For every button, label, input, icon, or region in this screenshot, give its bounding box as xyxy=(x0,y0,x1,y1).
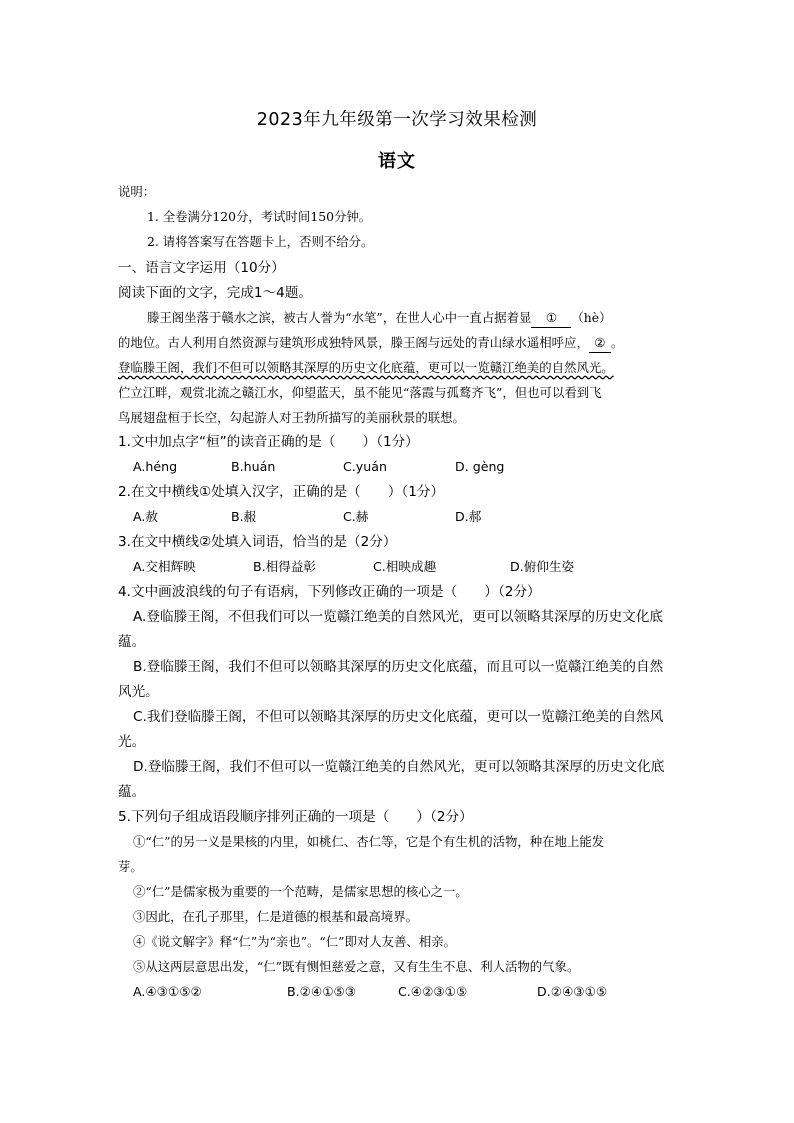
question-stem: 4.文中画波浪线的句子有语病，下列修改正确的一项是（ ）（2分） xyxy=(118,584,541,600)
option: A.④③①⑤② xyxy=(133,984,202,999)
blank-2: ② xyxy=(589,334,611,353)
subject-title: 语文 xyxy=(378,151,416,172)
passage-text: 滕王阁坐落于赣水之滨，被古人誉为“水笔”，在世人心中一直占据着显 xyxy=(147,310,532,325)
option: D.郝 xyxy=(455,509,482,524)
note-item: 1. 全卷满分120分，考试时间150分钟。 xyxy=(147,209,372,224)
passage-line: 鸟展翅盘桓于长空，勾起游人对王勃所描写的美丽秋景的联想。 xyxy=(118,410,465,425)
option: B.赧 xyxy=(231,509,257,524)
section-instruction: 阅读下面的文字，完成1～4题。 xyxy=(118,285,313,301)
option: C.yuán xyxy=(343,459,387,474)
option: D.俯仰生姿 xyxy=(510,559,575,574)
option: B.huán xyxy=(231,459,276,474)
sentence-line: ⑤从这两层意思出发，“仁”既有恻怛慈爱之意，又有生生不息、利人活物的气象。 xyxy=(133,959,580,974)
option: C.赫 xyxy=(343,509,369,524)
option: C.④②③①⑤ xyxy=(398,984,468,999)
option-line: C.我们登临滕王阁，不但可以领略其深厚的历史文化底蕴，更可以一览赣江绝美的自然风 xyxy=(133,709,664,725)
option: A.héng xyxy=(133,459,178,474)
question-stem: 2.在文中横线①处填入汉字，正确的是（ ）（1分） xyxy=(118,484,445,500)
passage-text: 的地位。古人利用自然资源与建筑形成独特风景，滕王阁与远处的青山绿水遥相呼应， xyxy=(118,335,589,350)
option: A.交相辉映 xyxy=(133,559,196,574)
sentence-line: ④《说文解字》释“仁”为“亲也”。“仁”即对人友善、相亲。 xyxy=(133,934,456,949)
option: A.赦 xyxy=(133,509,158,524)
option: D.②④③①⑤ xyxy=(537,984,608,999)
sentence-line: ②“仁”是儒家极为重要的一个范畴，是儒家思想的核心之一。 xyxy=(133,884,468,899)
option: D. gèng xyxy=(455,459,505,474)
sentence-line: ③因此，在孔子那里，仁是道德的根基和最高境界。 xyxy=(133,909,418,924)
passage-line: 伫立江畔，观赏北流之赣江水，仰望蓝天，虽不能见“落霞与孤鹜齐飞”，但也可以看到飞 xyxy=(118,385,602,400)
option-line: B.登临滕王阁，我们不但可以领略其深厚的历史文化底蕴，而且可以一览赣江绝美的自然 xyxy=(133,659,664,675)
passage-text: 。 xyxy=(610,335,624,350)
passage-line xyxy=(118,359,614,377)
option-line: 蕴。 xyxy=(118,634,146,650)
page-title: 2023年九年级第一次学习效果检测 xyxy=(256,110,538,130)
passage-line xyxy=(118,334,623,353)
question-stem: 1.文中加点字“桓”的读音正确的是（ ）（1分） xyxy=(118,434,419,450)
option: B.②④①⑤③ xyxy=(287,984,357,999)
option-line: 光。 xyxy=(118,734,146,750)
passage-line xyxy=(147,309,612,328)
wavy-sentence: 登临滕王阁，我们不但可以领略其深厚的历史文化底蕴，更可以一览赣江绝美的自然风光。 xyxy=(118,360,614,375)
blank-1: ① xyxy=(531,309,571,328)
section-heading: 一、语言文字运用（10分） xyxy=(118,260,285,276)
option: C.相映成趣 xyxy=(373,559,437,574)
option-line: 蕴。 xyxy=(118,784,146,800)
note-item: 2. 请将答案写在答题卡上，否则不给分。 xyxy=(147,234,374,249)
question-stem: 5.下列句子组成语段顺序排列正确的一项是（ ）（2分） xyxy=(118,809,473,825)
option-line: D.登临滕王阁，我们不但可以一览赣江绝美的自然风光，更可以领略其深厚的历史文化底 xyxy=(133,759,665,775)
sentence-line: ①“仁”的另一义是果核的内里，如桃仁、杏仁等，它是个有生机的活物，种在地上能发 xyxy=(133,834,605,849)
option-line: 风光。 xyxy=(118,684,159,700)
option: B.相得益彰 xyxy=(253,559,317,574)
notes-label: 说明： xyxy=(118,184,156,199)
passage-text: （hè） xyxy=(571,310,612,325)
option-line: A.登临滕王阁，不但我们可以一览赣江绝美的自然风光，更可以领略其深厚的历史文化底 xyxy=(133,609,663,625)
question-stem: 3.在文中横线②处填入词语，恰当的是（2分） xyxy=(118,534,397,550)
sentence-line: 芽。 xyxy=(118,859,143,874)
